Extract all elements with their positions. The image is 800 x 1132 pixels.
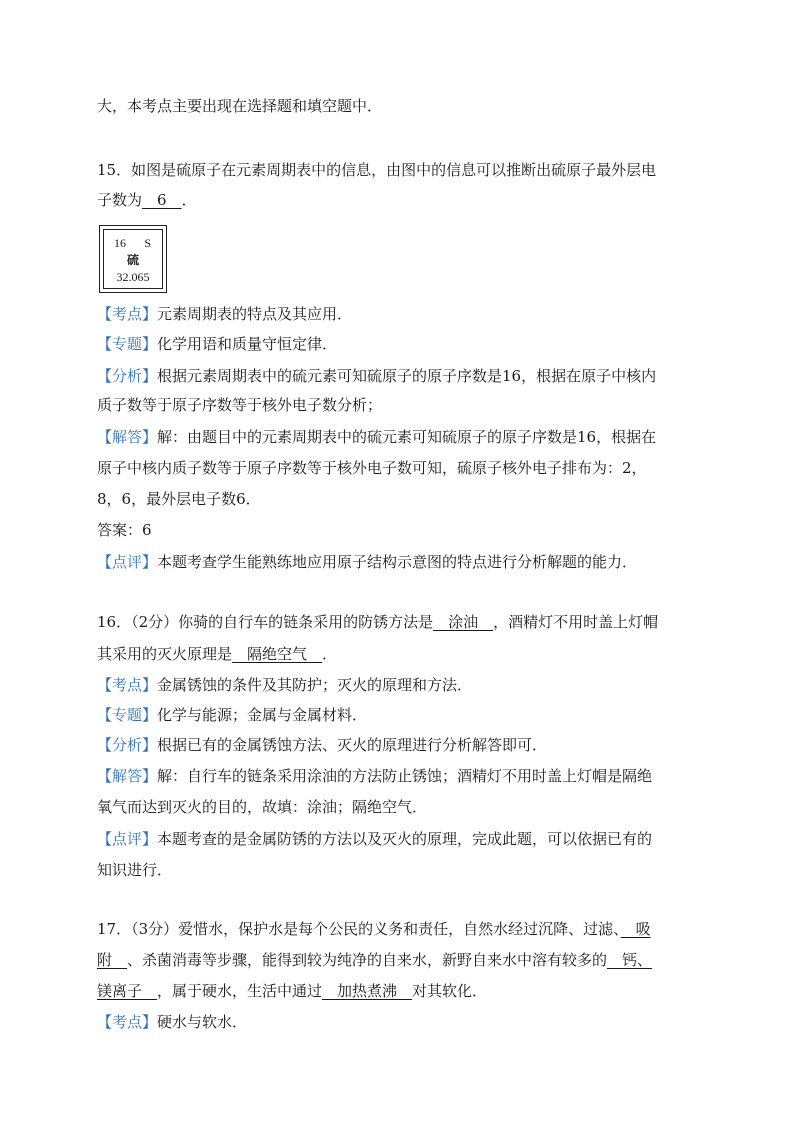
- q17-answer-blank-1: 吸: [620, 920, 651, 938]
- atomic-mass: 32.065: [116, 270, 150, 284]
- jieda-text: 解：自行车的链条采用涂油的方法防止锈蚀；酒精灯不用时盖上灯帽是隔绝: [157, 767, 653, 785]
- dianping-text: 本题考查的是金属防锈的方法以及灭火的原理，完成此题，可以依据已有的: [157, 830, 653, 848]
- q16-stem-line-1: [97, 612, 740, 632]
- q15-fenxi-2: [97, 395, 740, 415]
- jieda-text: 8，6，最外层电子数6．: [97, 490, 261, 508]
- zhuanti-tag: 【专题】: [97, 706, 158, 724]
- q16-dianping-1: [97, 829, 740, 849]
- q16-jieda-2: [97, 797, 740, 817]
- q15-stem-text-2: 子数为: [97, 191, 143, 209]
- q17-stem-text: 17．（3分）爱惜水，保护水是每个公民的义务和责任，自然水经过沉降、过滤、: [97, 920, 621, 938]
- q15-jieda-2: [97, 458, 740, 478]
- jieda-text: 解：由题目中的元素周期表中的硫元素可知硫原子的原子序数是16，根据在: [157, 428, 657, 446]
- q15-jieda-1: [97, 427, 740, 447]
- q17-kaodian: [97, 1012, 740, 1032]
- element-name: 硫: [126, 253, 139, 267]
- q17-answer-blank-2: 镁离子: [97, 982, 158, 1000]
- q16-kaodian: [97, 675, 740, 695]
- dianping-tag: 【点评】: [97, 553, 158, 571]
- dianping-text: 本题考查学生能熟练地应用原子结构示意图的特点进行分析解题的能力．: [157, 553, 638, 571]
- intro-line: [97, 96, 740, 116]
- q16-stem-text: 16．（2分）你骑的自行车的链条采用的防锈方法是: [97, 613, 434, 631]
- q17-stem-line-3: [97, 981, 740, 1001]
- atomic-number: 16: [114, 236, 126, 250]
- q17-stem-text: ，属于硬水，生活中通过: [157, 982, 323, 1000]
- intro-text: 大，本考点主要出现在选择题和填空题中．: [97, 97, 383, 115]
- q17-stem-end: 对其软化．: [412, 982, 488, 1000]
- q15-answer-blank: 6: [142, 191, 182, 209]
- q15-zhuanti: [97, 334, 740, 354]
- dianping-text: 知识进行．: [97, 861, 173, 879]
- q15-answer-line: [97, 520, 740, 540]
- element-card-inner: [103, 229, 163, 289]
- kaodian-tag: 【考点】: [97, 305, 158, 323]
- q16-answer-blank-1: 涂油: [433, 613, 494, 631]
- q17-answer-blank-2: 钙、: [607, 951, 653, 969]
- q16-jieda-1: [97, 766, 740, 786]
- q15-jieda-3: [97, 489, 740, 509]
- jieda-tag: 【解答】: [97, 767, 158, 785]
- zhuanti-text: 化学用语和质量守恒定律．: [157, 335, 338, 353]
- jieda-tag: 【解答】: [97, 428, 158, 446]
- q17-stem-line-1: [97, 919, 740, 939]
- zhuanti-text: 化学与能源；金属与金属材料．: [157, 706, 368, 724]
- answer-text: 答案：6: [97, 521, 152, 539]
- kaodian-text: 元素周期表的特点及其应用．: [157, 305, 353, 323]
- jieda-text: 氧气而达到灭火的目的，故填：涂油；隔绝空气．: [97, 798, 428, 816]
- fenxi-text: 质子数等于原子序数等于核外电子数分析；: [97, 396, 383, 414]
- kaodian-text: 金属锈蚀的条件及其防护；灭火的原理和方法．: [157, 676, 473, 694]
- element-symbol: S: [144, 236, 151, 250]
- q16-answer-blank-2: 隔绝空气: [232, 645, 323, 663]
- q15-stem-line-2: [97, 190, 740, 210]
- kaodian-tag: 【考点】: [97, 676, 158, 694]
- fenxi-tag: 【分析】: [97, 367, 158, 385]
- q16-zhuanti: [97, 705, 740, 725]
- q15-kaodian: [97, 304, 740, 324]
- q17-answer-blank-3: 加热煮沸: [322, 982, 413, 1000]
- kaodian-text: 硬水与软水．: [157, 1013, 248, 1031]
- q15-stem-end: ．: [181, 191, 197, 209]
- element-card-sulfur: [99, 225, 167, 293]
- q15-fenxi-1: [97, 366, 740, 386]
- q16-stem-line-2: [97, 644, 740, 664]
- q17-stem-line-2: [97, 950, 740, 970]
- q16-stem-text: ，酒精灯不用时盖上灯帽: [493, 613, 659, 631]
- zhuanti-tag: 【专题】: [97, 335, 158, 353]
- fenxi-tag: 【分析】: [97, 736, 158, 754]
- jieda-text: 原子中核内质子数等于原子序数等于核外电子数可知，硫原子核外电子排布为：2，: [97, 459, 647, 477]
- q16-dianping-2: [97, 860, 740, 880]
- dianping-tag: 【点评】: [97, 830, 158, 848]
- q16-fenxi: [97, 735, 740, 755]
- q17-stem-text: 、杀菌消毒等步骤，能得到较为纯净的自来水，新野自来水中溶有较多的: [127, 951, 608, 969]
- q16-stem-end: ．: [322, 645, 338, 663]
- q16-stem-text: 其采用的灭火原理是: [97, 645, 233, 663]
- q15-stem-line-1: [97, 160, 740, 180]
- q15-stem-text: 15．如图是硫原子在元素周期表中的信息，由图中的信息可以推断出硫原子最外层电: [97, 161, 657, 179]
- q15-dianping: [97, 552, 740, 572]
- q17-answer-blank-1: 附: [97, 951, 128, 969]
- kaodian-tag: 【考点】: [97, 1013, 158, 1031]
- fenxi-text: 根据已有的金属锈蚀方法、灭火的原理进行分析解答即可．: [157, 736, 548, 754]
- fenxi-text: 根据元素周期表中的硫元素可知硫原子的原子序数是16，根据在原子中核内: [157, 367, 657, 385]
